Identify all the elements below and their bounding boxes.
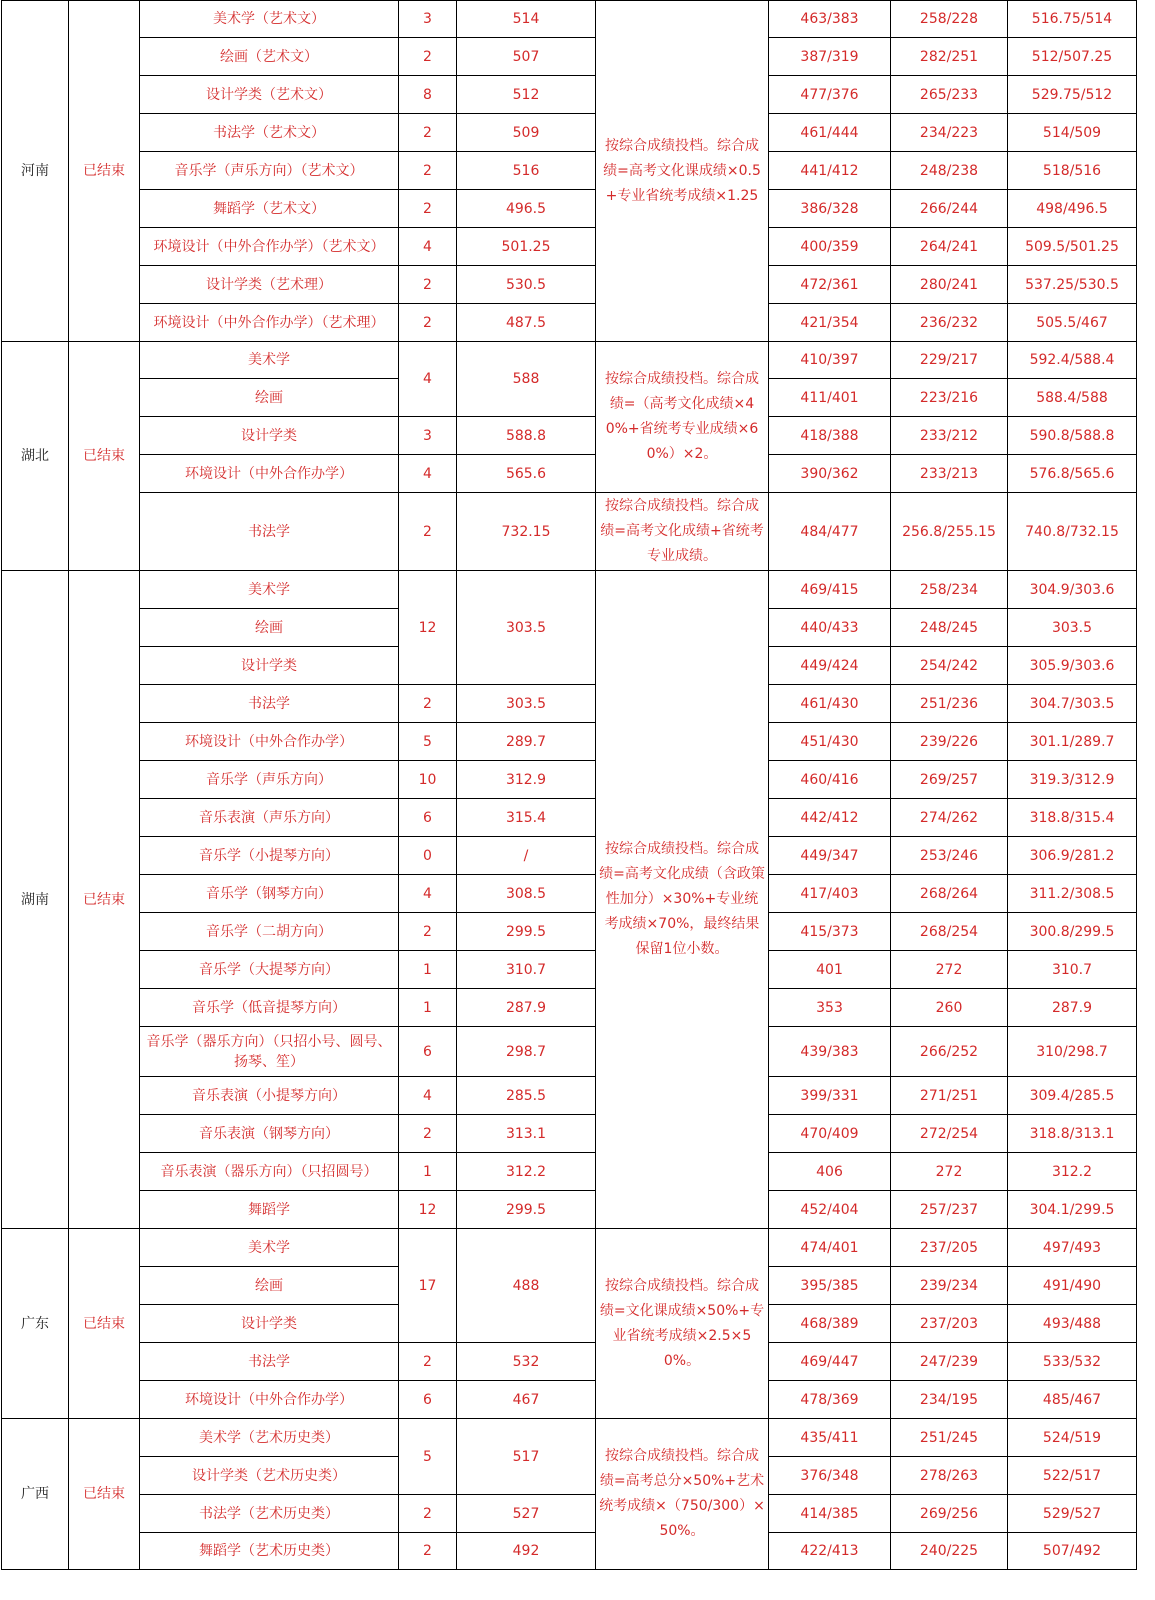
major-cell: 音乐表演（声乐方向） [140, 799, 399, 837]
major-cell: 音乐表演（小提琴方向） [140, 1077, 399, 1115]
composite-score-cell: 740.8/732.15 [1008, 493, 1137, 571]
quota-cell: 4 [399, 342, 457, 417]
major-cell: 设计学类 [140, 1305, 399, 1343]
culture-score-cell: 390/362 [769, 455, 891, 493]
table-row [2, 304, 1137, 342]
composite-score-cell: 514/509 [1008, 114, 1137, 152]
professional-score-cell: 268/264 [891, 875, 1008, 913]
culture-score-cell: 386/328 [769, 190, 891, 228]
culture-score-cell: 418/388 [769, 417, 891, 455]
min-score-cell: 507 [457, 38, 596, 76]
major-cell: 舞蹈学 [140, 1191, 399, 1229]
status-cell: 已结束 [69, 1419, 140, 1570]
professional-score-cell: 239/234 [891, 1267, 1008, 1305]
major-cell: 设计学类（艺术理） [140, 266, 399, 304]
professional-score-cell: 234/195 [891, 1381, 1008, 1419]
min-score-cell: 289.7 [457, 723, 596, 761]
table-row [2, 685, 1137, 723]
major-cell: 舞蹈学（艺术历史类） [140, 1533, 399, 1570]
table-row [2, 1381, 1137, 1419]
table-row [2, 1, 1137, 38]
culture-score-cell: 469/447 [769, 1343, 891, 1381]
professional-score-cell: 253/246 [891, 837, 1008, 875]
composite-score-cell: 518/516 [1008, 152, 1137, 190]
composite-score-cell: 537.25/530.5 [1008, 266, 1137, 304]
major-cell: 美术学 [140, 342, 399, 379]
min-score-cell: 303.5 [457, 685, 596, 723]
admission-rule-cell: 按综合成绩投档。综合成绩=高考文化课成绩×0.5+专业省统考成绩×1.25 [596, 1, 769, 342]
table-row [2, 1027, 1137, 1077]
major-cell: 环境设计（中外合作办学）（艺术文） [140, 228, 399, 266]
quota-cell: 1 [399, 1153, 457, 1191]
culture-score-cell: 452/404 [769, 1191, 891, 1229]
composite-score-cell: 507/492 [1008, 1533, 1137, 1570]
table-row [2, 417, 1137, 455]
min-score-cell: 492 [457, 1533, 596, 1570]
admission-rule-cell: 按综合成绩投档。综合成绩=（高考文化成绩×40%+省统考专业成绩×60%）×2。 [596, 342, 769, 493]
table-row [2, 1533, 1137, 1570]
table-row [2, 266, 1137, 304]
major-cell: 环境设计（中外合作办学）（艺术理） [140, 304, 399, 342]
min-score-cell: 299.5 [457, 1191, 596, 1229]
table-row [2, 989, 1137, 1027]
quota-cell: 4 [399, 228, 457, 266]
professional-score-cell: 248/245 [891, 609, 1008, 647]
min-score-cell: 312.2 [457, 1153, 596, 1191]
quota-cell: 2 [399, 190, 457, 228]
table-row [2, 455, 1137, 493]
professional-score-cell: 223/216 [891, 379, 1008, 417]
major-cell: 书法学 [140, 685, 399, 723]
major-cell: 书法学 [140, 493, 399, 571]
culture-score-cell: 474/401 [769, 1229, 891, 1267]
quota-cell: 1 [399, 951, 457, 989]
professional-score-cell: 257/237 [891, 1191, 1008, 1229]
status-cell: 已结束 [69, 1229, 140, 1419]
quota-cell: 2 [399, 1115, 457, 1153]
table-row [2, 1419, 1137, 1457]
culture-score-cell: 484/477 [769, 493, 891, 571]
professional-score-cell: 282/251 [891, 38, 1008, 76]
composite-score-cell: 310.7 [1008, 951, 1137, 989]
table-row [2, 152, 1137, 190]
table-row [2, 1343, 1137, 1381]
quota-cell: 0 [399, 837, 457, 875]
major-cell: 音乐学（器乐方向）（只招小号、圆号、扬琴、笙） [140, 1027, 399, 1077]
culture-score-cell: 469/415 [769, 571, 891, 609]
major-cell: 音乐表演（钢琴方向） [140, 1115, 399, 1153]
quota-cell: 8 [399, 76, 457, 114]
major-cell: 音乐学（二胡方向） [140, 913, 399, 951]
major-cell: 设计学类（艺术历史类） [140, 1457, 399, 1495]
major-cell: 绘画（艺术文） [140, 38, 399, 76]
major-cell: 音乐学（声乐方向）（艺术文） [140, 152, 399, 190]
professional-score-cell: 274/262 [891, 799, 1008, 837]
quota-cell: 2 [399, 493, 457, 571]
culture-score-cell: 449/347 [769, 837, 891, 875]
culture-score-cell: 415/373 [769, 913, 891, 951]
admission-rule-cell: 按综合成绩投档。综合成绩=高考文化成绩+省统考专业成绩。 [596, 493, 769, 571]
culture-score-cell: 470/409 [769, 1115, 891, 1153]
min-score-cell: 310.7 [457, 951, 596, 989]
quota-cell: 2 [399, 1533, 457, 1570]
status-cell: 已结束 [69, 571, 140, 1229]
quota-cell: 5 [399, 1419, 457, 1495]
professional-score-cell: 272 [891, 1153, 1008, 1191]
culture-score-cell: 463/383 [769, 1, 891, 38]
admission-score-table [1, 0, 1137, 1570]
composite-score-cell: 310/298.7 [1008, 1027, 1137, 1077]
table-row [2, 761, 1137, 799]
min-score-cell: 488 [457, 1229, 596, 1343]
professional-score-cell: 266/252 [891, 1027, 1008, 1077]
composite-score-cell: 497/493 [1008, 1229, 1137, 1267]
major-cell: 环境设计（中外合作办学） [140, 1381, 399, 1419]
culture-score-cell: 376/348 [769, 1457, 891, 1495]
composite-score-cell: 498/496.5 [1008, 190, 1137, 228]
culture-score-cell: 442/412 [769, 799, 891, 837]
quota-cell: 4 [399, 1077, 457, 1115]
professional-score-cell: 237/205 [891, 1229, 1008, 1267]
culture-score-cell: 414/385 [769, 1495, 891, 1533]
quota-cell: 1 [399, 989, 457, 1027]
professional-score-cell: 239/226 [891, 723, 1008, 761]
composite-score-cell: 491/490 [1008, 1267, 1137, 1305]
professional-score-cell: 266/244 [891, 190, 1008, 228]
professional-score-cell: 269/256 [891, 1495, 1008, 1533]
table-row [2, 190, 1137, 228]
min-score-cell: 298.7 [457, 1027, 596, 1077]
min-score-cell: 496.5 [457, 190, 596, 228]
quota-cell: 2 [399, 114, 457, 152]
composite-score-cell: 522/517 [1008, 1457, 1137, 1495]
table-body [2, 1, 1137, 1570]
table-row [2, 1077, 1137, 1115]
culture-score-cell: 461/430 [769, 685, 891, 723]
culture-score-cell: 400/359 [769, 228, 891, 266]
professional-score-cell: 234/223 [891, 114, 1008, 152]
composite-score-cell: 305.9/303.6 [1008, 647, 1137, 685]
composite-score-cell: 516.75/514 [1008, 1, 1137, 38]
composite-score-cell: 309.4/285.5 [1008, 1077, 1137, 1115]
quota-cell: 2 [399, 913, 457, 951]
quota-cell: 6 [399, 1027, 457, 1077]
major-cell: 音乐学（钢琴方向） [140, 875, 399, 913]
culture-score-cell: 440/433 [769, 609, 891, 647]
min-score-cell: 315.4 [457, 799, 596, 837]
major-cell: 舞蹈学（艺术文） [140, 190, 399, 228]
quota-cell: 6 [399, 1381, 457, 1419]
culture-score-cell: 395/385 [769, 1267, 891, 1305]
professional-score-cell: 247/239 [891, 1343, 1008, 1381]
professional-score-cell: 237/203 [891, 1305, 1008, 1343]
status-cell: 已结束 [69, 342, 140, 571]
table-row [2, 799, 1137, 837]
min-score-cell: 516 [457, 152, 596, 190]
major-cell: 美术学 [140, 571, 399, 609]
professional-score-cell: 268/254 [891, 913, 1008, 951]
major-cell: 绘画 [140, 379, 399, 417]
professional-score-cell: 280/241 [891, 266, 1008, 304]
culture-score-cell: 411/401 [769, 379, 891, 417]
quota-cell: 5 [399, 723, 457, 761]
major-cell: 音乐学（声乐方向） [140, 761, 399, 799]
min-score-cell: 303.5 [457, 571, 596, 685]
culture-score-cell: 449/424 [769, 647, 891, 685]
major-cell: 设计学类 [140, 647, 399, 685]
major-cell: 美术学 [140, 1229, 399, 1267]
professional-score-cell: 233/213 [891, 455, 1008, 493]
culture-score-cell: 477/376 [769, 76, 891, 114]
table-row [2, 571, 1137, 609]
quota-cell: 6 [399, 799, 457, 837]
admission-rule-cell: 按综合成绩投档。综合成绩=高考总分×50%+艺术统考成绩×（750/300）×50%。 [596, 1419, 769, 1570]
admission-rule-cell: 按综合成绩投档。综合成绩=文化课成绩×50%+专业省统考成绩×2.5×50%。 [596, 1229, 769, 1419]
major-cell: 绘画 [140, 609, 399, 647]
culture-score-cell: 435/411 [769, 1419, 891, 1457]
quota-cell: 3 [399, 417, 457, 455]
quota-cell: 2 [399, 1495, 457, 1533]
professional-score-cell: 233/212 [891, 417, 1008, 455]
min-score-cell: 532 [457, 1343, 596, 1381]
culture-score-cell: 422/413 [769, 1533, 891, 1570]
table-row [2, 493, 1137, 571]
composite-score-cell: 512/507.25 [1008, 38, 1137, 76]
quota-cell: 12 [399, 571, 457, 685]
professional-score-cell: 272/254 [891, 1115, 1008, 1153]
composite-score-cell: 304.1/299.5 [1008, 1191, 1137, 1229]
composite-score-cell: 319.3/312.9 [1008, 761, 1137, 799]
min-score-cell: 588 [457, 342, 596, 417]
professional-score-cell: 251/245 [891, 1419, 1008, 1457]
table-row [2, 342, 1137, 379]
min-score-cell: 287.9 [457, 989, 596, 1027]
quota-cell: 2 [399, 152, 457, 190]
culture-score-cell: 387/319 [769, 38, 891, 76]
quota-cell: 2 [399, 685, 457, 723]
composite-score-cell: 529.75/512 [1008, 76, 1137, 114]
quota-cell: 17 [399, 1229, 457, 1343]
min-score-cell: 588.8 [457, 417, 596, 455]
culture-score-cell: 472/361 [769, 266, 891, 304]
quota-cell: 10 [399, 761, 457, 799]
composite-score-cell: 287.9 [1008, 989, 1137, 1027]
professional-score-cell: 260 [891, 989, 1008, 1027]
admission-rule-cell: 按综合成绩投档。综合成绩=高考文化成绩（含政策性加分）×30%+专业统考成绩×70%，最终结果保留1位小数。 [596, 571, 769, 1229]
quota-cell: 4 [399, 455, 457, 493]
major-cell: 书法学 [140, 1343, 399, 1381]
professional-score-cell: 265/233 [891, 76, 1008, 114]
major-cell: 美术学（艺术文） [140, 1, 399, 38]
table-row [2, 913, 1137, 951]
culture-score-cell: 401 [769, 951, 891, 989]
professional-score-cell: 251/236 [891, 685, 1008, 723]
major-cell: 音乐学（小提琴方向） [140, 837, 399, 875]
culture-score-cell: 468/389 [769, 1305, 891, 1343]
major-cell: 环境设计（中外合作办学） [140, 723, 399, 761]
professional-score-cell: 258/228 [891, 1, 1008, 38]
professional-score-cell: 271/251 [891, 1077, 1008, 1115]
composite-score-cell: 592.4/588.4 [1008, 342, 1137, 379]
province-cell: 广东 [2, 1229, 69, 1419]
quota-cell: 2 [399, 1343, 457, 1381]
major-cell: 美术学（艺术历史类） [140, 1419, 399, 1457]
quota-cell: 2 [399, 304, 457, 342]
min-score-cell: / [457, 837, 596, 875]
table-row [2, 1229, 1137, 1267]
composite-score-cell: 306.9/281.2 [1008, 837, 1137, 875]
composite-score-cell: 493/488 [1008, 1305, 1137, 1343]
culture-score-cell: 353 [769, 989, 891, 1027]
min-score-cell: 512 [457, 76, 596, 114]
min-score-cell: 299.5 [457, 913, 596, 951]
table-row [2, 1153, 1137, 1191]
table-row [2, 837, 1137, 875]
professional-score-cell: 258/234 [891, 571, 1008, 609]
min-score-cell: 308.5 [457, 875, 596, 913]
table-row [2, 951, 1137, 989]
composite-score-cell: 301.1/289.7 [1008, 723, 1137, 761]
composite-score-cell: 311.2/308.5 [1008, 875, 1137, 913]
table-row [2, 723, 1137, 761]
province-cell: 广西 [2, 1419, 69, 1570]
quota-cell: 2 [399, 38, 457, 76]
major-cell: 绘画 [140, 1267, 399, 1305]
composite-score-cell: 509.5/501.25 [1008, 228, 1137, 266]
province-cell: 湖北 [2, 342, 69, 571]
major-cell: 音乐学（低音提琴方向） [140, 989, 399, 1027]
professional-score-cell: 248/238 [891, 152, 1008, 190]
professional-score-cell: 240/225 [891, 1533, 1008, 1570]
min-score-cell: 517 [457, 1419, 596, 1495]
professional-score-cell: 236/232 [891, 304, 1008, 342]
professional-score-cell: 256.8/255.15 [891, 493, 1008, 571]
composite-score-cell: 524/519 [1008, 1419, 1137, 1457]
province-cell: 湖南 [2, 571, 69, 1229]
composite-score-cell: 318.8/313.1 [1008, 1115, 1137, 1153]
table-row [2, 1191, 1137, 1229]
min-score-cell: 285.5 [457, 1077, 596, 1115]
professional-score-cell: 269/257 [891, 761, 1008, 799]
status-cell: 已结束 [69, 1, 140, 342]
composite-score-cell: 590.8/588.8 [1008, 417, 1137, 455]
min-score-cell: 530.5 [457, 266, 596, 304]
min-score-cell: 565.6 [457, 455, 596, 493]
composite-score-cell: 505.5/467 [1008, 304, 1137, 342]
culture-score-cell: 460/416 [769, 761, 891, 799]
min-score-cell: 467 [457, 1381, 596, 1419]
culture-score-cell: 441/412 [769, 152, 891, 190]
culture-score-cell: 399/331 [769, 1077, 891, 1115]
composite-score-cell: 533/532 [1008, 1343, 1137, 1381]
professional-score-cell: 229/217 [891, 342, 1008, 379]
culture-score-cell: 421/354 [769, 304, 891, 342]
major-cell: 设计学类 [140, 417, 399, 455]
major-cell: 书法学（艺术历史类） [140, 1495, 399, 1533]
composite-score-cell: 576.8/565.6 [1008, 455, 1137, 493]
culture-score-cell: 461/444 [769, 114, 891, 152]
composite-score-cell: 529/527 [1008, 1495, 1137, 1533]
professional-score-cell: 254/242 [891, 647, 1008, 685]
culture-score-cell: 410/397 [769, 342, 891, 379]
min-score-cell: 732.15 [457, 493, 596, 571]
quota-cell: 3 [399, 1, 457, 38]
composite-score-cell: 312.2 [1008, 1153, 1137, 1191]
composite-score-cell: 318.8/315.4 [1008, 799, 1137, 837]
major-cell: 音乐表演（器乐方向）（只招圆号） [140, 1153, 399, 1191]
culture-score-cell: 451/430 [769, 723, 891, 761]
min-score-cell: 527 [457, 1495, 596, 1533]
table-row [2, 38, 1137, 76]
province-cell: 河南 [2, 1, 69, 342]
culture-score-cell: 439/383 [769, 1027, 891, 1077]
major-cell: 音乐学（大提琴方向） [140, 951, 399, 989]
culture-score-cell: 406 [769, 1153, 891, 1191]
professional-score-cell: 272 [891, 951, 1008, 989]
quota-cell: 2 [399, 266, 457, 304]
culture-score-cell: 417/403 [769, 875, 891, 913]
table-row [2, 114, 1137, 152]
professional-score-cell: 264/241 [891, 228, 1008, 266]
min-score-cell: 313.1 [457, 1115, 596, 1153]
min-score-cell: 514 [457, 1, 596, 38]
composite-score-cell: 588.4/588 [1008, 379, 1137, 417]
composite-score-cell: 300.8/299.5 [1008, 913, 1137, 951]
min-score-cell: 501.25 [457, 228, 596, 266]
table-row [2, 76, 1137, 114]
quota-cell: 12 [399, 1191, 457, 1229]
table-row [2, 875, 1137, 913]
table-row [2, 228, 1137, 266]
culture-score-cell: 478/369 [769, 1381, 891, 1419]
major-cell: 环境设计（中外合作办学） [140, 455, 399, 493]
major-cell: 书法学（艺术文） [140, 114, 399, 152]
quota-cell: 4 [399, 875, 457, 913]
min-score-cell: 509 [457, 114, 596, 152]
table-row [2, 1495, 1137, 1533]
table-row [2, 1115, 1137, 1153]
major-cell: 设计学类（艺术文） [140, 76, 399, 114]
professional-score-cell: 278/263 [891, 1457, 1008, 1495]
composite-score-cell: 304.9/303.6 [1008, 571, 1137, 609]
composite-score-cell: 485/467 [1008, 1381, 1137, 1419]
composite-score-cell: 303.5 [1008, 609, 1137, 647]
composite-score-cell: 304.7/303.5 [1008, 685, 1137, 723]
min-score-cell: 312.9 [457, 761, 596, 799]
min-score-cell: 487.5 [457, 304, 596, 342]
